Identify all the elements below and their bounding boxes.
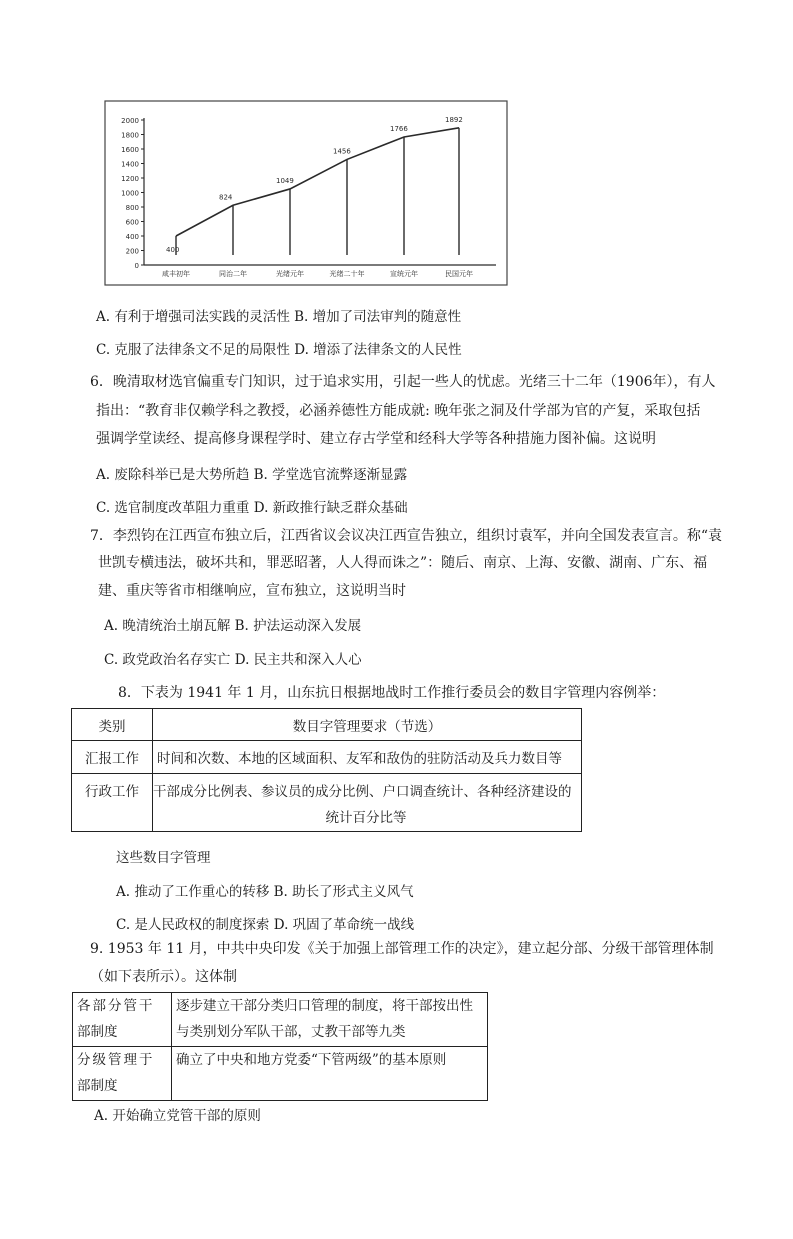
table-cell-category: 行政工作 [72,774,153,832]
q6-stem-line2: 指出：“教育非仅赖学科之教授，必涵养德性方能成就: 晚年张之洞及什学部为官的产复，采取包括 [96,403,701,419]
q6-stem-line1: 6．晚清取材选官偏重专门知识，过于追求实用，引起一些人的忧虑。光绪三十二年（1906年），有人 [90,374,716,390]
q7-option-ab: A. 晚清统治土崩瓦解 B. 护法运动深入发展 [104,618,362,634]
table-row [72,774,582,832]
q5-option-ab: A. 有利于增强司法实践的灵活性 B. 增加了司法审判的随意性 [96,309,462,325]
q9-table [72,992,488,1101]
x-tick-label: 同治二年 [219,270,247,278]
table-row [72,709,582,741]
table-cell-text: 与类别划分军队干部，丈教干部等九类 [176,1024,406,1040]
table-cell-text: 部制度 [77,1024,118,1040]
q7-stem-line1: 7．李烈钧在江西宣布独立后，江西省议会议决江西宣告独立，组织讨袁军，并向全国发表宣言。称“袁 [90,528,723,544]
table-cell-text: 确立了中央和地方党委“下管两级”的基本原则 [176,1052,447,1068]
y-tick-label: 1200 [121,175,139,183]
table-row [73,1047,488,1101]
table-row [72,741,582,774]
y-tick-label: 0 [134,262,139,270]
table-cell-text: 分级管理于 [77,1052,155,1068]
data-label: 1766 [390,124,408,133]
table-row [73,993,488,1047]
data-label: 1049 [276,176,294,185]
x-tick-label: 咸丰初年 [162,270,190,278]
series-line [176,128,459,236]
data-label: 1456 [333,147,351,156]
x-tick-label: 宣统元年 [390,270,418,278]
y-tick-label: 1800 [121,131,139,140]
q6-option-cd: C. 选官制度改革阻力重重 D. 新政推行缺乏群众基础 [96,500,408,516]
table-cell-category [73,1047,172,1101]
q8-stem: 8．下表为 1941 年 1 月，山东抗日根据地战时工作推行委员会的数目字管理内容例举： [118,685,666,701]
data-label: 824 [219,193,233,202]
table-cell-description [172,993,488,1047]
table-header-requirement: 数目字管理要求（节选） [153,709,582,741]
table-cell-category: 汇报工作 [72,741,153,774]
x-tick-label: 民国元年 [445,270,473,278]
y-tick-label: 200 [125,247,139,256]
q6-stem-line3: 强调学堂读经、提高修身课程学时、建立存古学堂和经科大学等各种措施力图补偏。这说明 [96,431,656,447]
y-tick-label: 2000 [121,117,139,125]
y-tick-label: 1600 [121,146,139,154]
table-cell-category [73,993,172,1047]
table-cell-text: 部制度 [77,1078,118,1094]
q7-stem-line3: 建、重庆等省市相继响应，宣布独立，这说明当时 [98,583,406,599]
q8-option-ab: A. 推动了工作重心的转移 B. 助长了形式主义风气 [116,884,414,900]
table-cell-requirement [153,774,582,832]
q9-stem-line1: 9. 1953 年 11 月，中共中央印发《关于加强上部管理工作的决定》，建立起分部、分级干部管理体制 [90,941,714,957]
line-chart [104,100,508,286]
q8-option-cd: C. 是人民政权的制度探索 D. 巩固了革命统一战线 [116,917,415,933]
y-tick-label: 800 [125,204,139,212]
q8-question: 这些数目字管理 [116,850,211,866]
q5-option-cd: C. 克服了法律条文不足的局限性 D. 增添了法律条文的人民性 [96,342,462,358]
x-tick-label: 光绪二十年 [329,270,365,278]
y-tick-label: 1000 [121,189,139,198]
y-tick-label: 1400 [121,160,139,169]
data-label: 1892 [445,115,463,124]
table-cell-text: 逐步建立干部分类归口管理的制度，将干部按出性 [176,998,473,1014]
y-tick-label: 600 [125,218,139,227]
q8-table [71,708,582,832]
table-cell-requirement: 时间和次数、本地的区域面积、友军和敌伪的驻防活动及兵力数目等 [153,741,582,774]
table-cell-text: 干部成分比例表、参议员的成分比例、户口调查统计、各种经济建设的 [153,783,572,800]
table-header-category: 类别 [72,709,153,741]
chart-frame [105,101,507,285]
y-tick-label: 400 [125,233,139,241]
data-label: 400 [166,246,180,254]
x-tick-label: 光绪元年 [276,270,304,278]
q9-stem-line2: （如下表所示）。这体制 [90,969,237,985]
q9-option-a: A. 开始确立党管干部的原则 [94,1108,261,1124]
table-cell-description [172,1047,488,1101]
q7-stem-line2: 世凯专横违法，破坏共和，罪恶昭著，人人得而诛之”：随后、南京、上海、安徽、湖南、广东、福 [98,555,708,571]
table-cell-text: 统计百分比等 [325,809,407,826]
q7-option-cd: C. 政党政治名存实亡 D. 民主共和深入人心 [104,652,362,668]
table-cell-text: 各部分管干 [77,998,155,1014]
q6-option-ab: A. 废除科举已是大势所趋 B. 学堂选官流弊逐渐显露 [96,467,408,483]
chart-svg [104,100,508,286]
